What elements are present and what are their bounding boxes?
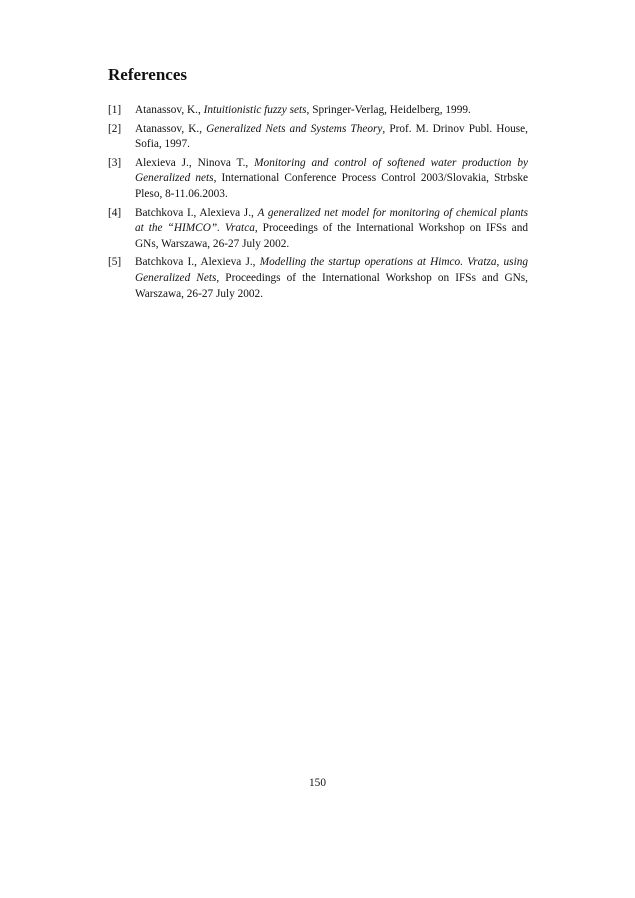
reference-list (108, 103, 528, 305)
reference-item (108, 255, 528, 302)
reference-title: Monitoring and control of softened water production by Generalized nets (135, 156, 528, 185)
reference-authors: Atanassov, K., (135, 122, 207, 135)
reference-item (108, 206, 528, 253)
reference-number: [2] (108, 122, 122, 135)
reference-item (108, 103, 528, 119)
reference-authors: Batchkova I., Alexieva J., (135, 206, 258, 219)
section-heading: References (108, 65, 187, 84)
reference-title: Modelling the startup operations at Himco. Vratza, using Generalized Nets (135, 256, 529, 284)
reference-details: , Proceedings of the International Workshop on IFSs and GNs, Warszawa, 26-27 July 2002. (135, 271, 528, 300)
reference-title: A generalized net model for monitoring of chemical plants at the “HIMCO”. Vratca (135, 206, 528, 235)
reference-authors: Atanassov, K., (135, 104, 204, 116)
reference-details: , International Conference Process Control 2003/Slovakia, Strbske Pleso, 8-11.06.2003. (135, 172, 528, 200)
reference-details: , Prof. M. Drinov Publ. House, Sofia, 1997. (135, 122, 528, 151)
page-number: 150 (309, 777, 326, 789)
reference-details: , Proceedings of the International Workshop on IFSs and GNs, Warszawa, 26-27 July 2002. (135, 222, 528, 250)
reference-details: , Springer-Verlag, Heidelberg, 1999. (306, 104, 471, 116)
reference-authors: Alexieva J., Ninova T., (135, 156, 255, 169)
reference-title: Generalized Nets and Systems Theory (206, 122, 383, 135)
reference-authors: Batchkova I., Alexieva J., (135, 256, 260, 269)
reference-number: [3] (108, 156, 122, 169)
reference-number: [4] (108, 206, 122, 219)
reference-item (108, 122, 528, 153)
reference-item (108, 156, 528, 203)
reference-number: [5] (108, 256, 122, 269)
reference-number: [1] (108, 104, 122, 116)
reference-title: Intuitionistic fuzzy sets (203, 104, 307, 116)
